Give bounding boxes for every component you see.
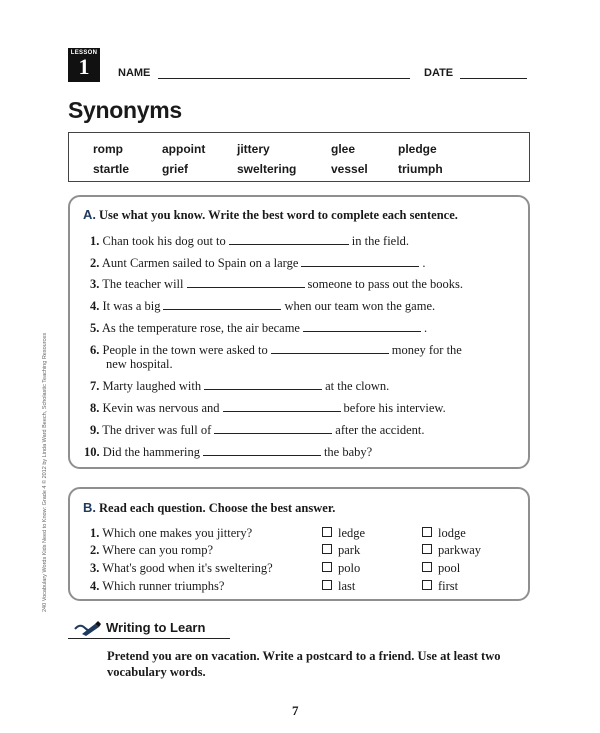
checkbox-icon[interactable] bbox=[422, 544, 432, 554]
question-number: 1. bbox=[90, 234, 100, 248]
question-number: 4. bbox=[90, 579, 100, 593]
section-b-text: Read each question. Choose the best answer. bbox=[99, 501, 336, 515]
question-number: 6. bbox=[90, 343, 100, 357]
question-text: It was a big bbox=[102, 299, 161, 313]
checkbox-icon[interactable] bbox=[322, 562, 332, 572]
section-a-text: Use what you know. Write the best word to complete each sentence. bbox=[99, 208, 458, 222]
checkbox-icon[interactable] bbox=[322, 580, 332, 590]
word-item: romp bbox=[93, 142, 123, 156]
option-label: ledge bbox=[338, 526, 366, 540]
lesson-label: LESSON bbox=[70, 50, 98, 56]
question-text: Chan took his dog out to bbox=[102, 234, 226, 248]
word-item: grief bbox=[162, 162, 189, 176]
checkbox-icon[interactable] bbox=[322, 527, 332, 537]
word-item: startle bbox=[93, 162, 130, 176]
question-text: at the clown. bbox=[325, 379, 390, 393]
writing-divider bbox=[68, 638, 230, 639]
question-number: 7. bbox=[90, 379, 100, 393]
answer-option[interactable] bbox=[322, 579, 355, 594]
question-text: when our team won the game. bbox=[284, 299, 436, 313]
question-number: 5. bbox=[90, 321, 100, 335]
question-text: money for the bbox=[391, 343, 462, 357]
page-number: 7 bbox=[292, 703, 299, 718]
name-label: NAME bbox=[118, 67, 151, 79]
word-item: triumph bbox=[398, 162, 443, 176]
answer-option[interactable] bbox=[322, 561, 360, 576]
date-line[interactable] bbox=[460, 78, 527, 79]
answer-blank[interactable] bbox=[303, 320, 421, 332]
question-number: 10. bbox=[84, 445, 100, 459]
question-a-2 bbox=[90, 255, 426, 271]
question-text: Did the hammering bbox=[102, 445, 200, 459]
answer-option[interactable] bbox=[422, 561, 460, 576]
option-label: polo bbox=[338, 561, 361, 575]
question-a-7 bbox=[90, 378, 389, 394]
question-text: . bbox=[423, 321, 428, 335]
page-title: Synonyms bbox=[68, 97, 182, 123]
answer-blank[interactable] bbox=[214, 422, 332, 434]
answer-blank[interactable] bbox=[187, 276, 305, 288]
option-label: lodge bbox=[438, 526, 466, 540]
question-b-2 bbox=[90, 543, 213, 558]
question-a-10 bbox=[84, 444, 372, 460]
word-item: pledge bbox=[398, 142, 437, 156]
option-label: pool bbox=[438, 561, 461, 575]
question-text: someone to pass out the books. bbox=[307, 277, 464, 291]
answer-option[interactable] bbox=[322, 526, 365, 541]
question-number: 3. bbox=[90, 277, 100, 291]
question-text: before his interview. bbox=[343, 401, 446, 415]
question-text: What's good when it's sweltering? bbox=[102, 561, 273, 575]
question-text: Where can you romp? bbox=[102, 543, 213, 557]
question-b-1 bbox=[90, 526, 252, 541]
question-text: Which one makes you jittery? bbox=[102, 526, 253, 540]
question-a-9 bbox=[90, 422, 424, 438]
option-label: parkway bbox=[438, 543, 482, 557]
section-b-letter: B. bbox=[83, 500, 96, 515]
question-a-4 bbox=[90, 298, 435, 314]
question-number: 2. bbox=[90, 543, 100, 557]
answer-blank[interactable] bbox=[229, 233, 349, 245]
option-label: last bbox=[338, 579, 356, 593]
answer-blank[interactable] bbox=[271, 342, 389, 354]
section-a-instruction bbox=[83, 207, 458, 223]
section-a-letter: A. bbox=[83, 207, 96, 222]
question-b-3 bbox=[90, 561, 273, 576]
question-a-3 bbox=[90, 276, 463, 292]
word-item: jittery bbox=[237, 142, 270, 156]
question-text: People in the town were asked to bbox=[102, 343, 268, 357]
question-a-1 bbox=[90, 233, 409, 249]
answer-option[interactable] bbox=[422, 579, 458, 594]
question-text: As the temperature rose, the air became bbox=[101, 321, 300, 335]
answer-option[interactable] bbox=[422, 543, 481, 558]
answer-blank[interactable] bbox=[204, 378, 322, 390]
word-item: appoint bbox=[162, 142, 206, 156]
word-item: sweltering bbox=[237, 162, 297, 176]
pencil-paper-icon bbox=[73, 620, 101, 636]
writing-title: Writing to Learn bbox=[106, 620, 206, 635]
question-b-4 bbox=[90, 579, 224, 594]
question-a-6 bbox=[90, 342, 462, 358]
answer-option[interactable] bbox=[422, 526, 466, 541]
word-box bbox=[68, 132, 530, 182]
question-text: after the accident. bbox=[335, 423, 425, 437]
question-a-6-continued: new hospital. bbox=[106, 357, 173, 371]
option-label: first bbox=[438, 579, 459, 593]
question-number: 3. bbox=[90, 561, 100, 575]
word-item: vessel bbox=[331, 162, 368, 176]
checkbox-icon[interactable] bbox=[322, 544, 332, 554]
question-number: 9. bbox=[90, 423, 100, 437]
question-text: Aunt Carmen sailed to Spain on a large bbox=[101, 256, 299, 270]
question-text: . bbox=[422, 256, 426, 270]
date-label: DATE bbox=[424, 67, 454, 79]
answer-blank[interactable] bbox=[163, 298, 281, 310]
lesson-badge bbox=[68, 48, 100, 82]
checkbox-icon[interactable] bbox=[422, 562, 432, 572]
question-number: 1. bbox=[90, 526, 100, 540]
question-text: Kevin was nervous and bbox=[102, 401, 220, 415]
option-label: park bbox=[338, 543, 361, 557]
question-text: Marty laughed with bbox=[102, 379, 202, 393]
question-text: Which runner triumphs? bbox=[102, 579, 225, 593]
answer-blank[interactable] bbox=[223, 400, 341, 412]
answer-option[interactable] bbox=[322, 543, 360, 558]
question-number: 8. bbox=[90, 401, 100, 415]
word-item: glee bbox=[331, 142, 356, 156]
question-text: in the field. bbox=[351, 234, 410, 248]
name-line[interactable] bbox=[158, 78, 410, 79]
question-number: 2. bbox=[90, 256, 100, 270]
section-b-instruction bbox=[83, 500, 335, 516]
question-a-8 bbox=[90, 400, 446, 416]
question-text: The teacher will bbox=[102, 277, 184, 291]
lesson-number: 1 bbox=[78, 54, 90, 79]
answer-blank[interactable] bbox=[203, 444, 321, 456]
question-a-5 bbox=[90, 320, 427, 336]
question-text: The driver was full of bbox=[102, 423, 212, 437]
side-credit: 240 Vocabulary Words Kids Need to Know: Grade 4 © 2012 by Linda Ward Beech, Scholastic Teaching Resources bbox=[42, 332, 48, 612]
question-number: 4. bbox=[90, 299, 100, 313]
checkbox-icon[interactable] bbox=[422, 527, 432, 537]
answer-blank[interactable] bbox=[301, 255, 419, 267]
checkbox-icon[interactable] bbox=[422, 580, 432, 590]
question-text: the baby? bbox=[323, 445, 373, 459]
writing-prompt: Pretend you are on vacation. Write a postcard to a friend. Use at least two vocabulary words. bbox=[107, 649, 501, 679]
